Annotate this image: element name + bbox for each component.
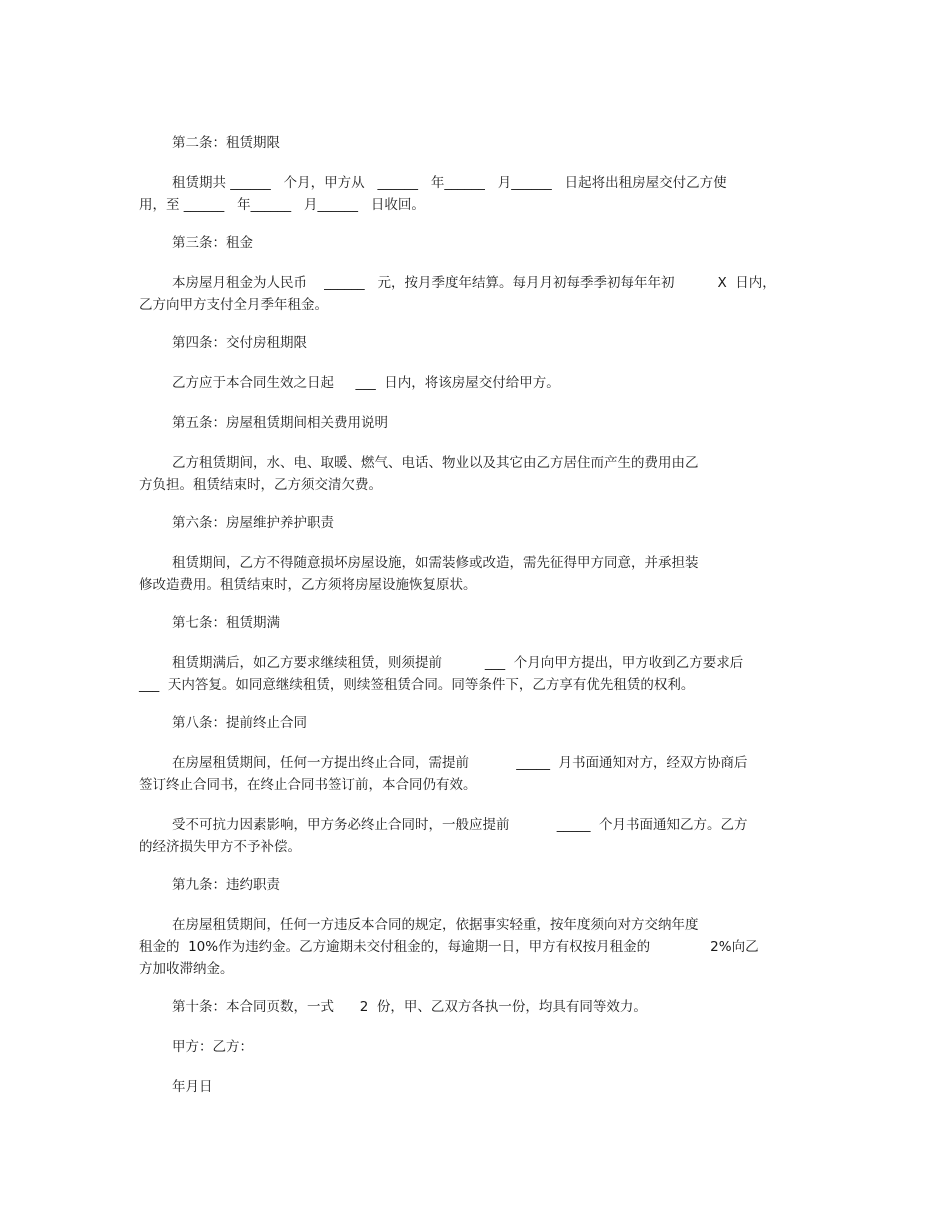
signature-parties: 甲方：乙方：: [172, 1039, 253, 1055]
article-4-heading: 第四条：交付房租期限: [172, 335, 307, 351]
article-7-line-2: ___ 天内答复。如同意继续租赁，则续签租赁合同。同等条件下，乙方享有优先租赁的权利。: [139, 677, 695, 693]
article-8-line-2: 签订终止合同书，在终止合同书签订前，本合同仍有效。: [139, 777, 477, 793]
article-7-line-1: 租赁期满后，如乙方要求继续租赁，则须提前 ___ 个月向甲方提出，甲方收到乙方要求后: [172, 655, 744, 671]
article-3-heading: 第三条：租金: [172, 235, 253, 251]
article-9-heading: 第九条：违约职责: [172, 877, 280, 893]
article-3-line-2: 乙方向甲方支付全月季年租金。: [139, 297, 328, 313]
article-8-heading: 第八条：提前终止合同: [172, 715, 307, 731]
article-2-heading: 第二条：租赁期限: [172, 135, 280, 151]
article-2-line-1: 租赁期共 ______ 个月，甲方从 ______ 年______ 月______ 日起将出租房屋交付乙方使: [172, 175, 727, 191]
article-9-line-1: 在房屋租赁期间，任何一方违反本合同的规定，依据事实轻重，按年度须向对方交纳年度: [172, 917, 699, 933]
article-2-line-2: 用，至 ______ 年______ 月______ 日收回。: [139, 197, 425, 213]
article-10-line: 第十条：本合同页数，一式 2 份，甲、乙双方各执一份，均具有同等效力。: [172, 999, 647, 1015]
article-5-heading: 第五条：房屋租赁期间相关费用说明: [172, 415, 388, 431]
article-8-line-3: 受不可抗力因素影响，甲方务必终止合同时，一般应提前 _____ 个月书面通知乙方。乙方: [172, 817, 748, 833]
article-6-line-2: 修改造费用。租赁结束时，乙方须将房屋设施恢复原状。: [139, 577, 477, 593]
article-7-heading: 第七条：租赁期满: [172, 615, 280, 631]
signature-date: 年月日: [172, 1079, 213, 1095]
article-3-line-1: 本房屋月租金为人民币 ______ 元，按月季度年结算。每月月初每季季初每年年初 X 日内，: [172, 275, 776, 291]
article-8-line-1: 在房屋租赁期间，任何一方提出终止合同，需提前 _____ 月书面通知对方，经双方协商后: [172, 755, 748, 771]
article-4-line-1: 乙方应于本合同生效之日起 ___ 日内，将该房屋交付给甲方。: [172, 375, 560, 391]
article-9-line-3: 方加收滞纳金。: [139, 961, 234, 977]
article-5-line-1: 乙方租赁期间，水、电、取暖、燃气、电话、物业以及其它由乙方居住而产生的费用由乙: [172, 455, 699, 471]
article-5-line-2: 方负担。租赁结束时，乙方须交清欠费。: [139, 477, 382, 493]
article-8-line-4: 的经济损失甲方不予补偿。: [139, 839, 301, 855]
article-9-line-2: 租金的 10%作为违约金。乙方逾期未交付租金的，每逾期一日，甲方有权按月租金的 2%向乙: [139, 939, 759, 955]
article-6-heading: 第六条：房屋维护养护职责: [172, 515, 334, 531]
article-6-line-1: 租赁期间，乙方不得随意损坏房屋设施，如需装修或改造，需先征得甲方同意，并承担装: [172, 555, 699, 571]
